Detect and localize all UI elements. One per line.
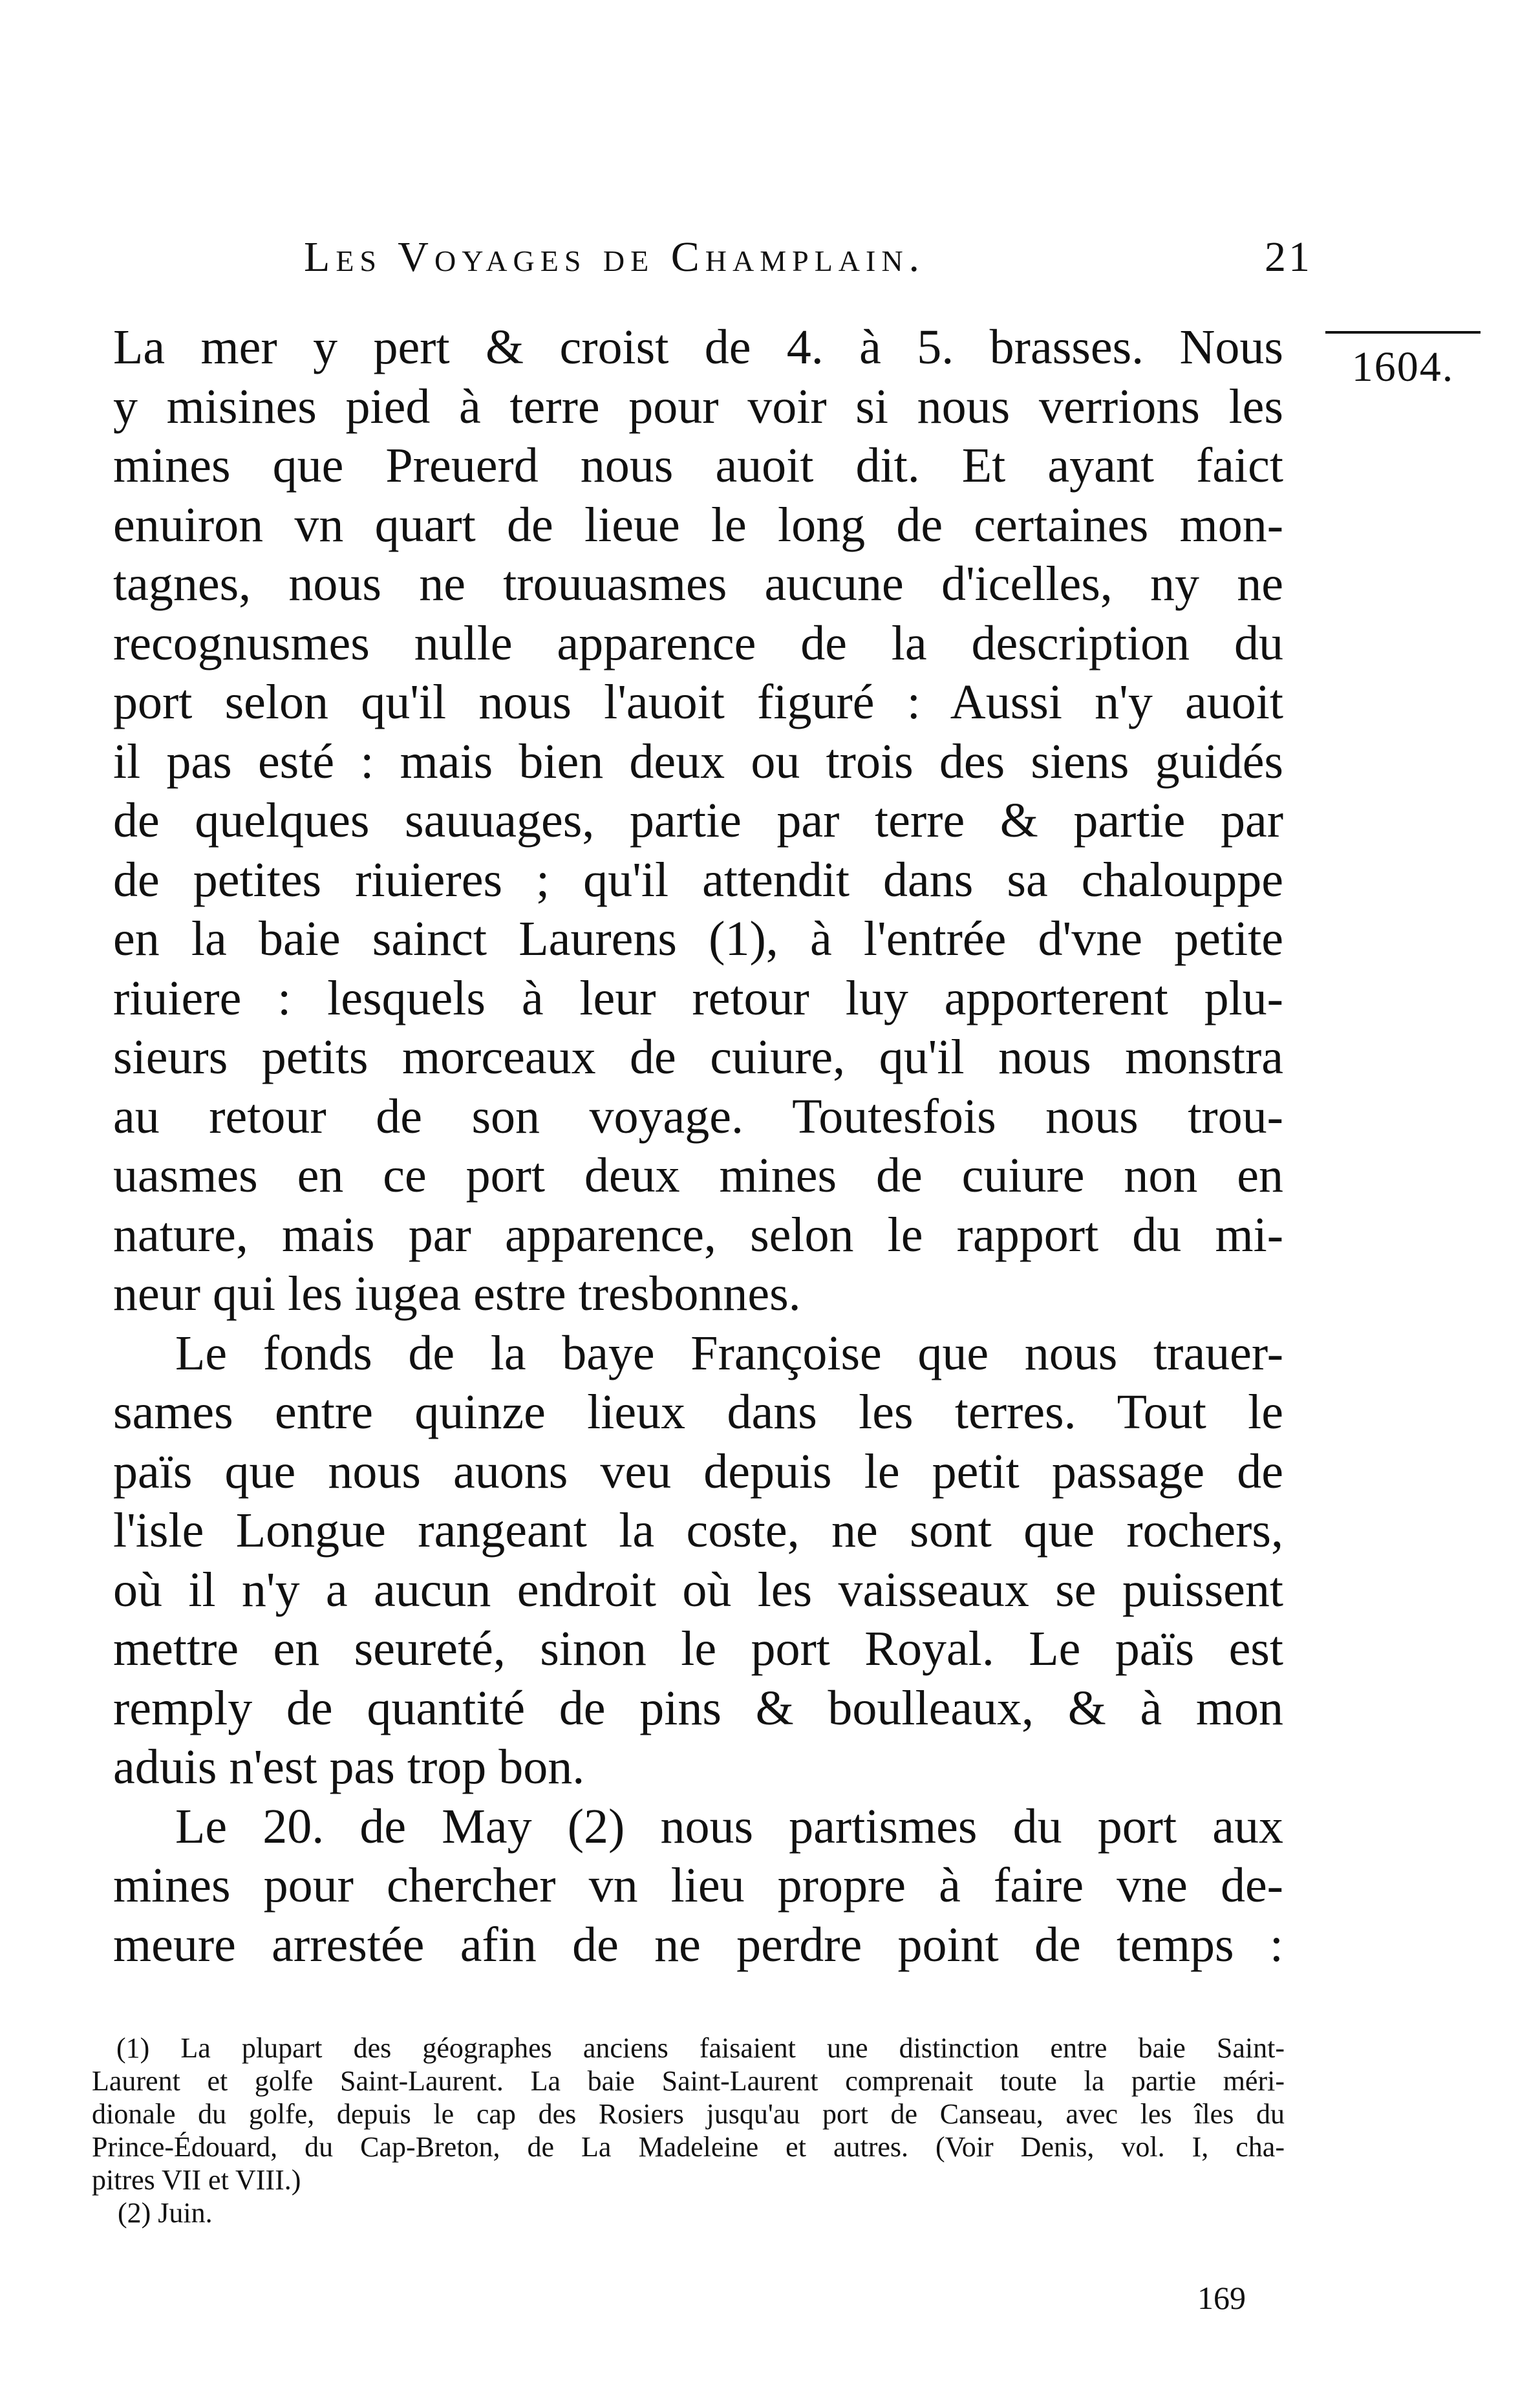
- text-line: Le 20. de May (2) nous partismes du port aux: [175, 1799, 1283, 1854]
- text-line: riuiere : lesquels à leur retour luy apporterent plu-: [113, 970, 1283, 1025]
- text-line: où il n'y a aucun endroit où les vaisseaux se puissent: [113, 1562, 1283, 1617]
- text-line: en la baie sainct Laurens (1), à l'entrée d'vne petite: [113, 912, 1283, 966]
- text-line: de quelques sauuages, partie par terre & partie par: [113, 793, 1283, 848]
- footnote-line: (2) Juin.: [118, 2197, 213, 2229]
- text-line: remply de quantité de pins & boulleaux, & à mon: [113, 1680, 1283, 1735]
- text-line: tagnes, nous ne trouuasmes aucune d'icelles, ny ne: [113, 557, 1283, 611]
- margin-year: 1604.: [1325, 331, 1481, 392]
- footnote-line: dionale du golfe, depuis le cap des Rosiers jusqu'au port de Canseau, avec les îles du: [92, 2098, 1285, 2130]
- text-line: mettre en seureté, sinon le port Royal. Le païs est: [113, 1622, 1283, 1676]
- text-line: l'isle Longue rangeant la coste, ne sont que rochers,: [113, 1503, 1283, 1558]
- page-number-bottom: 169: [1197, 2280, 1246, 2316]
- text-line: au retour de son voyage. Toutesfois nous trou-: [113, 1089, 1283, 1144]
- footnote-line: pitres VII et VIII.): [92, 2164, 301, 2196]
- text-line: de petites riuieres ; qu'il attendit dans sa chalouppe: [113, 852, 1283, 907]
- footnotes: [92, 2032, 1285, 2229]
- text-line: port selon qu'il nous l'auoit figuré : Aussi n'y auoit: [113, 675, 1283, 729]
- text-line: sieurs petits morceaux de cuiure, qu'il nous monstra: [113, 1030, 1283, 1084]
- footnote-line: Prince-Édouard, du Cap-Breton, de La Madeleine et autres. (Voir Denis, vol. I, cha-: [92, 2131, 1285, 2163]
- footnote-line: (1) La plupart des géographes anciens faisaient une distinction entre baie Saint-: [116, 2032, 1285, 2064]
- body-text: [113, 318, 1283, 1975]
- text-line: neur qui les iugea estre tresbonnes.: [113, 1267, 801, 1321]
- page-number-top: 21: [1265, 233, 1312, 281]
- text-line: Le fonds de la baye Françoise que nous trauer-: [175, 1325, 1283, 1380]
- text-line: uasmes en ce port deux mines de cuiure non en: [113, 1148, 1283, 1203]
- text-line: meure arrestée afin de ne perdre point de temps :: [113, 1917, 1283, 1972]
- text-line: païs que nous auons veu depuis le petit passage de: [113, 1444, 1283, 1499]
- text-line: La mer y pert & croist de 4. à 5. brasses. Nous: [113, 320, 1283, 374]
- text-line: enuiron vn quart de lieue le long de certaines mon-: [113, 497, 1283, 552]
- text-line: mines que Preuerd nous auoit dit. Et ayant faict: [113, 438, 1283, 493]
- running-title: Les Voyages de Champlain.: [304, 233, 926, 281]
- running-head: [304, 233, 1312, 291]
- text-line: y misines pied à terre pour voir si nous verrions les: [113, 379, 1283, 434]
- text-line: aduis n'est pas trop bon.: [113, 1740, 585, 1794]
- text-line: nature, mais par apparence, selon le rapport du mi-: [113, 1207, 1283, 1262]
- text-line: mines pour chercher vn lieu propre à faire vne de-: [113, 1858, 1283, 1913]
- footnote-line: Laurent et golfe Saint-Laurent. La baie Saint-Laurent comprenait toute la partie méri-: [92, 2065, 1285, 2097]
- text-line: sames entre quinze lieux dans les terres. Tout le: [113, 1385, 1283, 1439]
- text-line: recognusmes nulle apparence de la description du: [113, 616, 1283, 670]
- text-line: il pas esté : mais bien deux ou trois des siens guidés: [113, 734, 1283, 789]
